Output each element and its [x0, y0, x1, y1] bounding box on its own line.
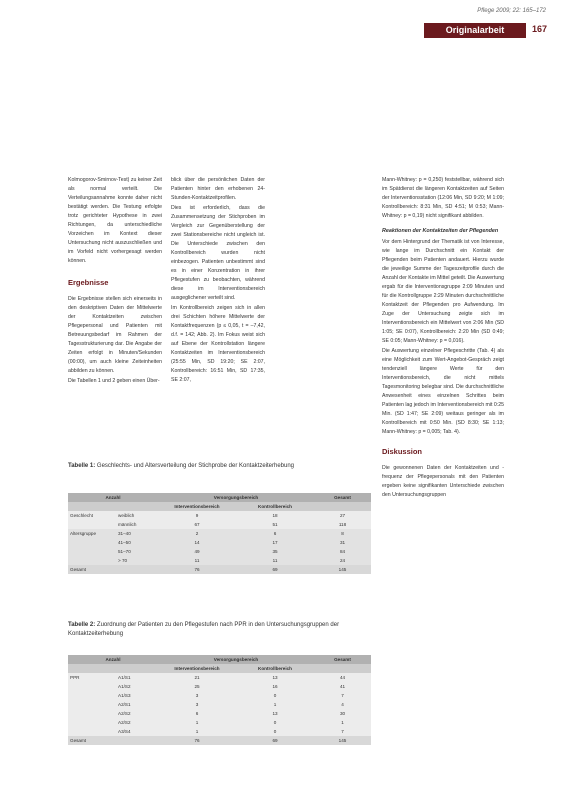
cell-kontrollbereich: 0	[236, 727, 314, 736]
row-group	[68, 682, 116, 691]
total-interventionsbereich: 76	[158, 565, 236, 574]
header-versorgungsbereich: Versorgungsbereich	[158, 493, 314, 502]
table-row	[68, 682, 371, 691]
cell-interventionsbereich: 49	[158, 547, 236, 556]
table-subheader-row	[68, 664, 371, 673]
cell-interventionsbereich: 3	[158, 691, 236, 700]
table-1-label: Tabelle 1:	[68, 463, 96, 469]
row-category: A1/S1	[116, 673, 158, 682]
table-1-caption	[68, 462, 368, 471]
table-row	[68, 700, 371, 709]
cell-gesamt: 27	[314, 511, 371, 520]
cell-kontrollbereich: 35	[236, 547, 314, 556]
table-row	[68, 718, 371, 727]
cell-gesamt: 24	[314, 556, 371, 565]
cell-kontrollbereich: 13	[236, 673, 314, 682]
paragraph: Die Tabellen 1 und 2 geben einen Über-	[68, 378, 160, 384]
cell-kontrollbereich: 51	[236, 520, 314, 529]
cell-interventionsbereich: 1	[158, 727, 236, 736]
table-row	[68, 556, 371, 565]
table-1-caption-text: Geschlechts- und Altersverteilung der Stichprobe der Kontaktzeiterhebung	[96, 463, 295, 469]
row-category: A2/S1	[116, 700, 158, 709]
row-category: A2/S2	[116, 718, 158, 727]
cell-gesamt: 84	[314, 547, 371, 556]
row-category: männlich	[116, 520, 158, 529]
table-2	[68, 655, 371, 745]
cell-interventionsbereich: 25	[158, 682, 236, 691]
row-category: weiblich	[116, 511, 158, 520]
journal-reference: Pflege 2009; 22: 165–172	[477, 8, 546, 14]
paragraph: Die gewonnenen Daten der Kontaktzeiten und -frequenz der Pflegepersonals mit den Patienten ergeben keine signifikanten Unterschiede zwischen den Untersuchungsgruppen	[382, 465, 504, 498]
table-row	[68, 547, 371, 556]
row-category: 51–70	[116, 547, 158, 556]
cell-kontrollbereich: 0	[236, 691, 314, 700]
table-row	[68, 511, 371, 520]
cell-interventionsbereich: 11	[158, 556, 236, 565]
cell-interventionsbereich: 3	[158, 700, 236, 709]
cell-interventionsbereich: 6	[158, 709, 236, 718]
row-category: 41–50	[116, 538, 158, 547]
table-row	[68, 673, 371, 682]
table-row	[68, 529, 371, 538]
table-row	[68, 691, 371, 700]
paragraph: Vor dem Hintergrund der Thematik ist von Interesse, wie lange im Durchschnitt ein Kontakt der Pflegenden beim Patienten andauert. Hierzu wurde die jeweilige Summe der Tageszeitprofile durch die Anzahl der Kontakte im Mittel geteilt. Die Auswertung ergab für die Interventionsgruppe 2:09 Minuten und für die Kontrollgruppe 2:29 Minuten durchschnittliche Kontaktzeit der Pflegenden pro Aufwendung. Im Zuge der Untersuchung zeigte sich im Interventionsbereich ein Mittelwert von 2:06 Min (SD 1:05; SE 0:07), Kontrollbereich: 2:20 Min (SD 0:49; SE 0:05; Mann-Whitney: p = 0,016).	[382, 239, 504, 344]
cell-kontrollbereich: 1	[236, 700, 314, 709]
total-label: Gesamt	[68, 565, 116, 574]
total-gesamt: 145	[314, 736, 371, 745]
paragraph: Kolmogorov-Smirnov-Test) zu keiner Zeit als normal verteilt. Die Verteilungsannahme konnte daher nicht bestätigt werden. Die Testung erfolgte trotz gerichteter Hypothese in zwei Richtungen, da unterschiedliche Vorzeichen im Kontext dieser Untersuchung nicht auszuschließen und im Vorfeld nicht vorhergesagt werden können.	[68, 177, 162, 264]
row-group: PPR	[68, 673, 116, 682]
total-interventionsbereich: 76	[158, 736, 236, 745]
section-heading-ergebnisse: Ergebnisse	[68, 278, 109, 287]
row-group	[68, 700, 116, 709]
cell-gesamt: 44	[314, 673, 371, 682]
row-group	[68, 547, 116, 556]
text-column-1	[68, 176, 162, 387]
total-label: Gesamt	[68, 736, 116, 745]
table-subheader-row	[68, 502, 371, 511]
header-interventionsbereich: Interventionsbereich	[158, 664, 236, 673]
cell-gesamt: 41	[314, 682, 371, 691]
cell-gesamt: 1	[314, 718, 371, 727]
cell-kontrollbereich: 11	[236, 556, 314, 565]
paragraph: Im Kontrollbereich zeigen sich in allen drei Schichten höhere Mittelwerte der Kontaktfrequenzen (p ≤ 0,05, t = –7,42, d.f. = 142; Abb. 2). Im Fokus weist sich auf Ebene der Kontrollstation längere Kontaktzeiten im Interventionsbereich (25:55 Min, SD 19:20; SE 2:07, Kontrollbereich: 16:51 Min, SD 17:35, SE 2:07,	[171, 305, 265, 383]
table-row	[68, 727, 371, 736]
text-column-2	[171, 176, 265, 386]
cell-gesamt: 7	[314, 691, 371, 700]
paragraph: Mann-Whitney: p = 0,250) feststellbar, während sich im Spätdienst die längeren Kontaktzeiten auf Seiten der Interventionsstation (12:06 Min, SD 9:20; M 1:09; Kontrollbereich: 8:31 Min, SD 4:51; M 0:53; Mann-Whitney: p = 0,19) nicht signifikant abbilden.	[382, 177, 504, 219]
table-2-caption	[68, 621, 368, 638]
row-group	[68, 709, 116, 718]
section-heading-diskussion: Diskussion	[382, 447, 423, 456]
cell-gesamt: 118	[314, 520, 371, 529]
cell-interventionsbereich: 67	[158, 520, 236, 529]
cell-gesamt: 31	[314, 538, 371, 547]
table-2-label: Tabelle 2:	[68, 622, 96, 628]
total-kontrollbereich: 69	[236, 565, 314, 574]
cell-interventionsbereich: 14	[158, 538, 236, 547]
cell-interventionsbereich: 9	[158, 511, 236, 520]
cell-kontrollbereich: 17	[236, 538, 314, 547]
row-group: Geschlecht	[68, 511, 116, 520]
section-label: Originalarbeit	[424, 23, 526, 38]
page-number: 167	[532, 24, 548, 34]
cell-gesamt: 8	[314, 529, 371, 538]
text-column-3	[382, 176, 504, 501]
table-header-row	[68, 493, 371, 502]
header-anzahl: Anzahl	[68, 655, 158, 664]
row-group	[68, 556, 116, 565]
row-group: Altersgruppe	[68, 529, 116, 538]
row-category: A3/S4	[116, 727, 158, 736]
cell-kontrollbereich: 18	[236, 511, 314, 520]
header-gesamt: Gesamt	[314, 493, 371, 502]
subheading-reaktionen: Reaktionen der Kontaktzeiten der Pflegenden	[382, 228, 499, 234]
cell-kontrollbereich: 6	[236, 529, 314, 538]
cell-gesamt: 4	[314, 700, 371, 709]
cell-kontrollbereich: 16	[236, 682, 314, 691]
paragraph: Die Auswertung einzelner Pflegeschritte (Tab. 4) als eine Möglichkeit zum Wert-Angebot-Gespräch zeigt tendenziell längere Werte für den Interventionsbereich, die nicht mittels Tagesmonitoring belegbar sind. Die durchschnittliche Anwesenheit eines einzelnen Schrittes beim Patienten lag jedoch im Interventionsbereich mit 0:25 Min. (SD 1:47; SE 2:09) weitaus geringer als im Kontrollbereich mit 0:50 Min. (SD 8:30; SE 1:13; Mann-Whitney: p = 0,005; Tab. 4).	[382, 348, 504, 435]
table-total-row	[68, 565, 371, 574]
paragraph: blick über die persönlichen Daten der Patienten hinter den erhobenen 24-Stunden-Kontaktzeitprofilen.	[171, 177, 265, 201]
row-category: A1/S2	[116, 682, 158, 691]
row-group	[68, 691, 116, 700]
table-2-caption-text: Zuordnung der Patienten zu den Pflegestufen nach PPR in den Untersuchungsgruppen der Kontaktzeiterhebung	[68, 622, 340, 637]
paragraph: Dies ist erforderlich, dass die Zusammensetzung der Stichproben im Vergleich zur Gegenüberstellung der zwei Stationsbereiche nicht ungleich ist. Die Unterschiede zwischen den Kontrollbereich wurden nicht einbezogen. Patienten unbestimmt sind es in einer Konzentration in ihrer Pflegestufen zu beobachten, während diese im Interventionsbereich ausgeglichener verteilt sind.	[171, 205, 265, 301]
cell-interventionsbereich: 2	[158, 529, 236, 538]
cell-gesamt: 30	[314, 709, 371, 718]
header-kontrollbereich: Kontrollbereich	[236, 664, 314, 673]
row-category: A1/S3	[116, 691, 158, 700]
paragraph: Die Ergebnisse stellen sich einerseits in den deskriptiven Daten der Mittelwerte der Kontaktzeiten zwischen Pflegepersonal und Patienten mit Betreuungsbedarf im Rahmen der Tagesstrukturierung dar. Die Angabe der Zeiten erfolgt in Minuten/Sekunden (00:00), um auch kleine Zeiteinheiten abbilden zu können.	[68, 296, 162, 374]
header-gesamt: Gesamt	[314, 655, 371, 664]
table-row	[68, 520, 371, 529]
cell-gesamt: 7	[314, 727, 371, 736]
cell-kontrollbereich: 0	[236, 718, 314, 727]
table-header-row	[68, 655, 371, 664]
cell-kontrollbereich: 13	[236, 709, 314, 718]
total-kontrollbereich: 69	[236, 736, 314, 745]
table-1	[68, 493, 371, 574]
cell-interventionsbereich: 21	[158, 673, 236, 682]
header-kontrollbereich: Kontrollbereich	[236, 502, 314, 511]
table-row	[68, 538, 371, 547]
row-group	[68, 727, 116, 736]
row-group	[68, 520, 116, 529]
total-gesamt: 145	[314, 565, 371, 574]
row-category: 31–40	[116, 529, 158, 538]
row-category: A2/S2	[116, 709, 158, 718]
table-row	[68, 709, 371, 718]
cell-interventionsbereich: 1	[158, 718, 236, 727]
row-group	[68, 538, 116, 547]
table-total-row	[68, 736, 371, 745]
row-category: > 70	[116, 556, 158, 565]
header-interventionsbereich: Interventionsbereich	[158, 502, 236, 511]
header-versorgungsbereich: Versorgungsbereich	[158, 655, 314, 664]
header-anzahl: Anzahl	[68, 493, 158, 502]
row-group	[68, 718, 116, 727]
